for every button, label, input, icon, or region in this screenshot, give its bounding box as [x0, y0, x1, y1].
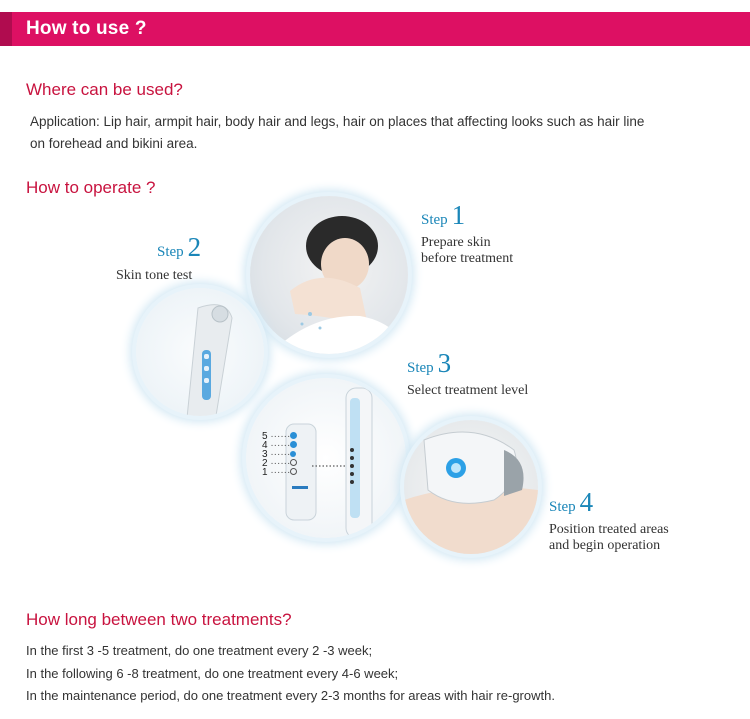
- level-list: [262, 432, 297, 477]
- skin-tone-device: [136, 288, 264, 416]
- step-1-desc-line-2: before treatment: [421, 251, 514, 266]
- face-wash-illustration: [250, 196, 408, 354]
- howlong-line-3: In the maintenance period, do one treatment every 2-3 months for areas with hair re-growth.: [26, 688, 555, 703]
- level-3: 3 ······: [262, 450, 297, 459]
- step-1-number: 1: [451, 200, 466, 230]
- step-4-label: Step: [549, 499, 576, 515]
- step-4: [549, 487, 669, 554]
- where-line-1: Application: Lip hair, armpit hair, body hair and legs, hair on places that affecting looks such as hair line: [30, 114, 645, 129]
- arm-treatment-illustration: [404, 420, 538, 554]
- operate-heading: How to operate ?: [26, 178, 156, 197]
- step-3-image: [246, 378, 406, 538]
- step-2-desc: [116, 268, 192, 284]
- step-4-image: [404, 420, 538, 554]
- howlong-line-1: In the first 3 -5 treatment, do one treatment every 2 -3 week;: [26, 643, 373, 658]
- where-heading: Where can be used?: [26, 80, 183, 99]
- step-3-desc-line-1: Select treatment level: [407, 383, 529, 398]
- header-bar: [0, 12, 750, 46]
- step-3: [407, 348, 528, 399]
- step-1-image: [250, 196, 408, 354]
- where-line-2: on forehead and bikini area.: [30, 136, 198, 151]
- page-title: How to use ?: [26, 18, 147, 39]
- level-4: 4 ······: [262, 441, 297, 450]
- step-4-desc-line-2: and begin operation: [549, 538, 661, 553]
- step-2-label: Step: [157, 244, 184, 260]
- howlong-text: [26, 640, 555, 708]
- step-1-desc-line-1: Prepare skin: [421, 235, 491, 250]
- step-4-desc-line-1: Position treated areas: [549, 522, 669, 537]
- step-1-label: Step: [421, 212, 448, 228]
- howlong-line-2: In the following 6 -8 treatment, do one treatment every 4-6 week;: [26, 665, 399, 681]
- step-2-desc-line-1: Skin tone test: [116, 268, 193, 283]
- step-4-number: 4: [579, 487, 594, 517]
- level-5: 5 ······: [262, 432, 297, 441]
- howlong-heading: How long between two treatments?: [26, 610, 292, 629]
- step-2-number: 2: [187, 232, 202, 262]
- level-1: 1 ······: [262, 468, 297, 477]
- level-2: 2 ······: [262, 459, 297, 468]
- step-3-label: Step: [407, 360, 434, 376]
- step-2-image: [136, 288, 264, 416]
- where-text: [30, 111, 644, 155]
- step-3-number: 3: [437, 348, 452, 378]
- step-2: [157, 232, 201, 263]
- step-1: [421, 200, 513, 267]
